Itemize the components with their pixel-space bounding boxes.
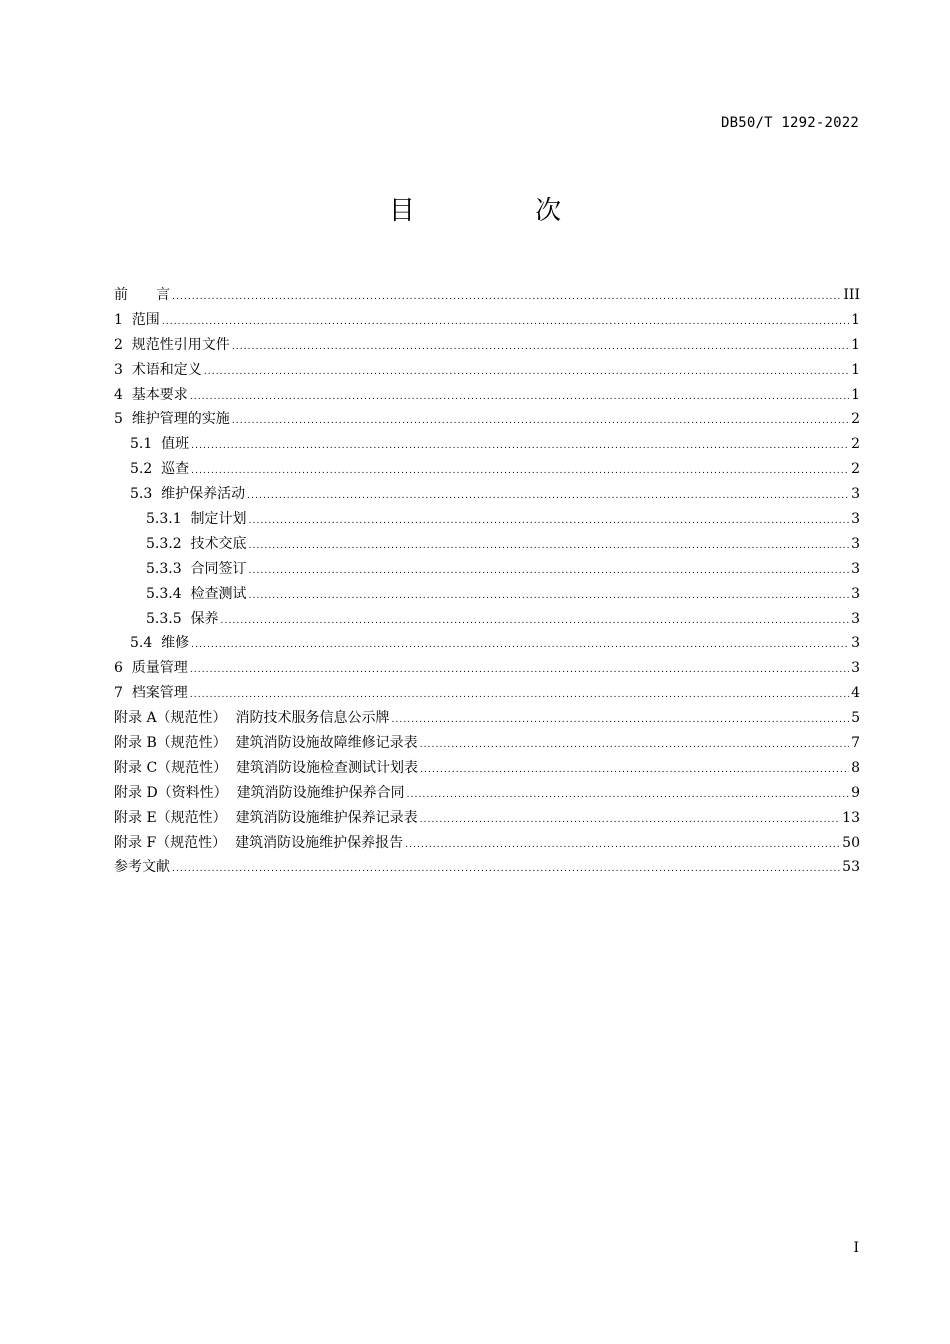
- toc-entry-page: 1: [851, 311, 860, 328]
- toc-entry-label: 参考文献: [114, 859, 170, 876]
- toc-leader-dots: [191, 640, 849, 650]
- toc-entry[interactable]: [114, 408, 860, 433]
- toc-entry[interactable]: [114, 608, 860, 633]
- toc-leader-dots: [249, 566, 850, 576]
- toc-entry-page: 50: [842, 834, 860, 851]
- toc-leader-dots: [191, 466, 849, 476]
- toc-entry-page: 3: [851, 610, 860, 627]
- toc-entry-page: 1: [851, 336, 860, 353]
- toc-entry-label: 5.1 值班: [130, 436, 190, 453]
- toc-entry-page: 2: [851, 461, 860, 478]
- toc-entry-label: 5.2 巡查: [130, 461, 190, 478]
- toc-entry-label: 附录 D（资料性） 建筑消防设施维护保养合同: [114, 784, 405, 801]
- toc-entry-label: 7 档案管理: [114, 685, 188, 702]
- toc-entry[interactable]: [114, 284, 860, 309]
- toc-entry-page: 3: [851, 511, 860, 528]
- document-code: DB50/T 1292-2022: [720, 115, 859, 131]
- toc-entry-page: 4: [851, 685, 860, 702]
- toc-leader-dots: [191, 441, 849, 451]
- toc-entry-label: 前 言: [114, 287, 170, 303]
- toc-leader-dots: [420, 740, 849, 750]
- toc-entry-label: 附录 E（规范性） 建筑消防设施维护保养记录表: [114, 809, 418, 826]
- page-title: 目 次: [388, 196, 618, 226]
- toc-entry-label: 5.3 维护保养活动: [130, 486, 246, 503]
- toc-leader-dots: [172, 864, 840, 874]
- toc-entry[interactable]: [114, 856, 860, 881]
- toc-entry-page: 1: [851, 361, 860, 378]
- toc-entry[interactable]: [114, 533, 860, 558]
- toc-entry-label: 3 术语和定义: [114, 361, 202, 378]
- toc-entry[interactable]: [114, 558, 860, 583]
- toc-entry-page: 3: [851, 635, 860, 652]
- toc-entry-page: III: [843, 287, 860, 303]
- toc-entry[interactable]: [114, 807, 860, 832]
- toc-entry[interactable]: [114, 632, 860, 657]
- toc-leader-dots: [221, 616, 850, 626]
- toc-entry-page: 2: [851, 436, 860, 453]
- toc-entry[interactable]: [114, 384, 860, 409]
- page-number: I: [853, 1240, 859, 1256]
- toc-leader-dots: [232, 416, 849, 426]
- toc-entry-label: 5.3.4 检查测试: [146, 585, 247, 602]
- toc-leader-dots: [162, 317, 849, 327]
- toc-entry[interactable]: [114, 483, 860, 508]
- toc-entry[interactable]: [114, 832, 860, 857]
- toc-entry-label: 5.3.3 合同签订: [146, 560, 247, 577]
- toc-entry-page: 13: [842, 809, 860, 826]
- toc-leader-dots: [407, 790, 850, 800]
- toc-entry[interactable]: [114, 682, 860, 707]
- toc-entry-page: 53: [842, 859, 860, 876]
- toc-entry-page: 3: [851, 486, 860, 503]
- toc-entry[interactable]: [114, 583, 860, 608]
- toc-entry[interactable]: [114, 334, 860, 359]
- toc-leader-dots: [249, 591, 850, 601]
- toc-leader-dots: [232, 342, 849, 352]
- toc-entry[interactable]: [114, 309, 860, 334]
- toc-entry-label: 附录 A（规范性） 消防技术服务信息公示牌: [114, 710, 390, 727]
- toc-entry-label: 附录 F（规范性） 建筑消防设施维护保养报告: [114, 834, 404, 851]
- toc-entry[interactable]: [114, 757, 860, 782]
- toc-entry-page: 3: [851, 535, 860, 552]
- toc-entry[interactable]: [114, 433, 860, 458]
- toc-entry-page: 1: [851, 386, 860, 403]
- toc-entry-page: 9: [851, 784, 860, 801]
- toc-entry-label: 5 维护管理的实施: [114, 411, 230, 428]
- toc-entry[interactable]: [114, 359, 860, 384]
- toc-entry-label: 2 规范性引用文件: [114, 336, 230, 353]
- toc-leader-dots: [190, 665, 849, 675]
- toc-entry-label: 4 基本要求: [114, 386, 188, 403]
- toc-leader-dots: [190, 690, 849, 700]
- toc-entry-label: 附录 B（规范性） 建筑消防设施故障维修记录表: [114, 735, 418, 752]
- toc-entry-page: 3: [851, 560, 860, 577]
- toc-entry-label: 1 范围: [114, 311, 160, 328]
- toc-leader-dots: [420, 765, 849, 775]
- toc-leader-dots: [249, 516, 850, 526]
- toc-entry[interactable]: [114, 657, 860, 682]
- toc-entry-label: 5.3.2 技术交底: [146, 535, 247, 552]
- toc-entry-page: 2: [851, 411, 860, 428]
- toc-leader-dots: [172, 292, 841, 302]
- toc-entry[interactable]: [114, 458, 860, 483]
- toc-entry-page: 8: [851, 759, 860, 776]
- toc-entry-label: 附录 C（规范性） 建筑消防设施检查测试计划表: [114, 759, 419, 776]
- toc-entry-page: 5: [851, 710, 860, 727]
- toc-entry-label: 5.3.5 保养: [146, 610, 219, 627]
- toc-leader-dots: [391, 715, 849, 725]
- toc-entry[interactable]: [114, 732, 860, 757]
- toc-leader-dots: [190, 392, 849, 402]
- toc-leader-dots: [249, 541, 850, 551]
- toc-leader-dots: [405, 840, 840, 850]
- toc-entry[interactable]: [114, 782, 860, 807]
- toc-leader-dots: [247, 491, 849, 501]
- toc-entry-page: 7: [851, 735, 860, 752]
- toc-entry-label: 6 质量管理: [114, 660, 188, 677]
- toc-leader-dots: [420, 815, 841, 825]
- toc-entry[interactable]: [114, 707, 860, 732]
- toc-entry-page: 3: [851, 585, 860, 602]
- table-of-contents: [114, 284, 860, 881]
- toc-entry-label: 5.4 维修: [130, 635, 190, 652]
- toc-leader-dots: [204, 367, 849, 377]
- toc-entry-label: 5.3.1 制定计划: [146, 511, 247, 528]
- toc-entry[interactable]: [114, 508, 860, 533]
- toc-entry-page: 3: [851, 660, 860, 677]
